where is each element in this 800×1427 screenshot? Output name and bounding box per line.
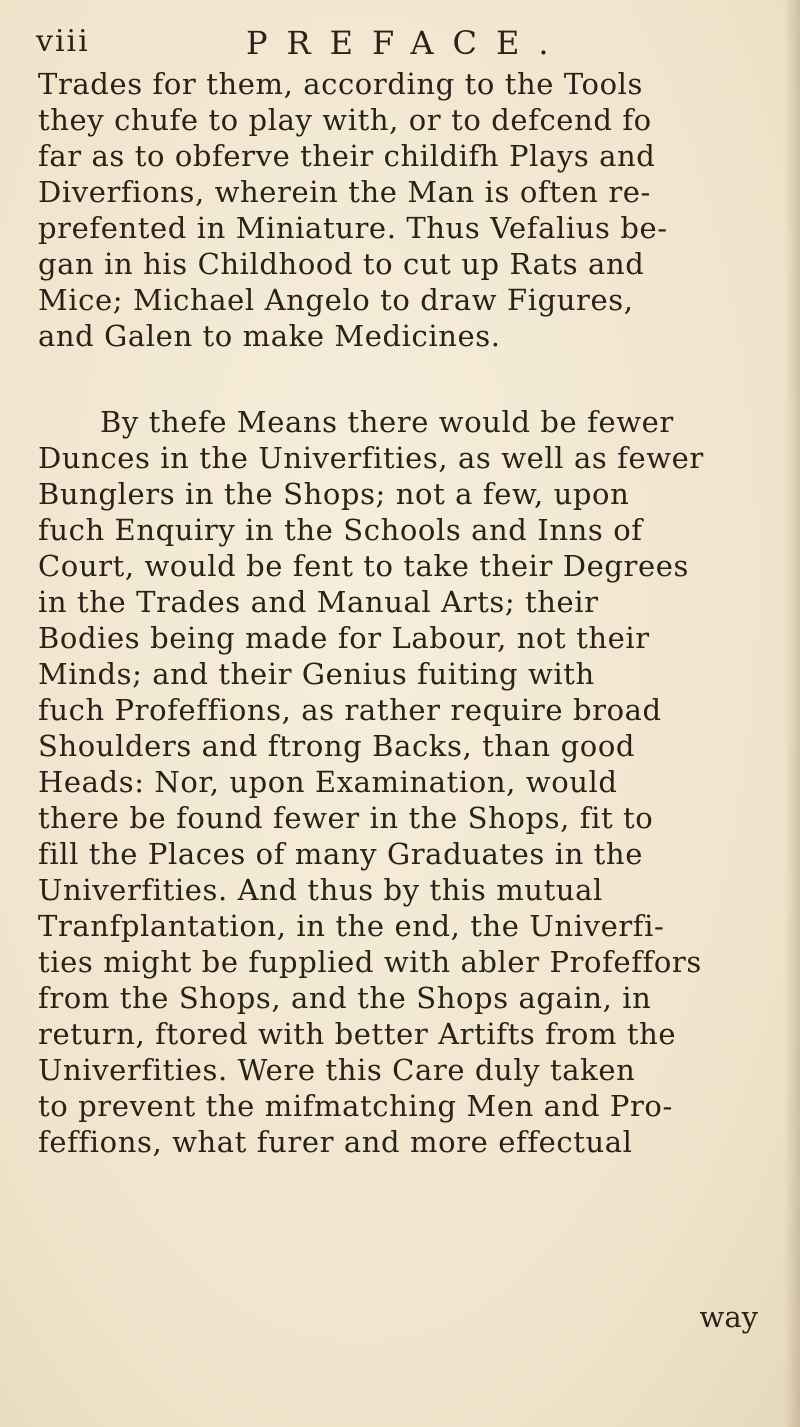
text-line: to prevent the mifmatching Men and Pro- <box>38 1089 673 1123</box>
text-line: gan in his Childhood to cut up Rats and <box>38 247 645 281</box>
text-line: from the Shops, and the Shops again, in <box>38 981 652 1015</box>
text-line: in the Trades and Manual Arts; their <box>38 585 599 619</box>
text-line: return, ftored with better Artifts from the <box>38 1017 677 1051</box>
text-line: Diverfions, wherein the Man is often re- <box>38 175 651 209</box>
text-line: fill the Places of many Graduates in the <box>38 837 643 871</box>
text-line: Univerfities. And thus by this mutual <box>38 873 603 907</box>
page-header <box>36 24 756 64</box>
text-line: By thefe Means there would be fewer <box>100 405 674 439</box>
text-line: prefented in Miniature. Thus Vefalius be- <box>38 211 668 245</box>
text-line: feffions, what furer and more effectual <box>38 1125 633 1159</box>
text-line: Univerfities. Were this Care duly taken <box>38 1053 636 1087</box>
text-line: Trades for them, according to the Tools <box>38 67 644 101</box>
text-line: there be found fewer in the Shops, fit to <box>38 801 654 835</box>
text-line: fuch Enquiry in the Schools and Inns of <box>38 513 643 547</box>
text-line: Dunces in the Univerfities, as well as fewer <box>38 441 704 475</box>
text-line: they chufe to play with, or to defcend fo <box>38 103 652 137</box>
text-line: Heads: Nor, upon Examination, would <box>38 765 618 799</box>
text-line: Tranfplantation, in the end, the Univerfi- <box>38 909 665 943</box>
text-line: Shoulders and ftrong Backs, than good <box>38 729 636 763</box>
page-number: viii <box>36 24 90 59</box>
text-line: Court, would be fent to take their Degrees <box>38 549 690 583</box>
catchword: way <box>699 1300 758 1334</box>
text-line: far as to obferve their childifh Plays and <box>38 139 656 173</box>
text-line: Bunglers in the Shops; not a few, upon <box>38 477 630 511</box>
text-line: Mice; Michael Angelo to draw Figures, <box>38 283 634 317</box>
page-edge-shadow <box>784 0 800 1427</box>
body-text <box>38 66 762 1160</box>
text-line: Minds; and their Genius fuiting with <box>38 657 595 691</box>
text-line: ties might be fupplied with abler Profeffors <box>38 945 702 979</box>
text-line: fuch Profeffions, as rather require broad <box>38 693 662 727</box>
paragraph-2 <box>38 404 762 1160</box>
paragraph-1 <box>38 66 762 354</box>
running-head: PREFACE. <box>246 24 568 62</box>
text-line: and Galen to make Medicines. <box>38 319 501 353</box>
text-line: Bodies being made for Labour, not their <box>38 621 650 655</box>
paragraph-gap <box>38 354 762 404</box>
